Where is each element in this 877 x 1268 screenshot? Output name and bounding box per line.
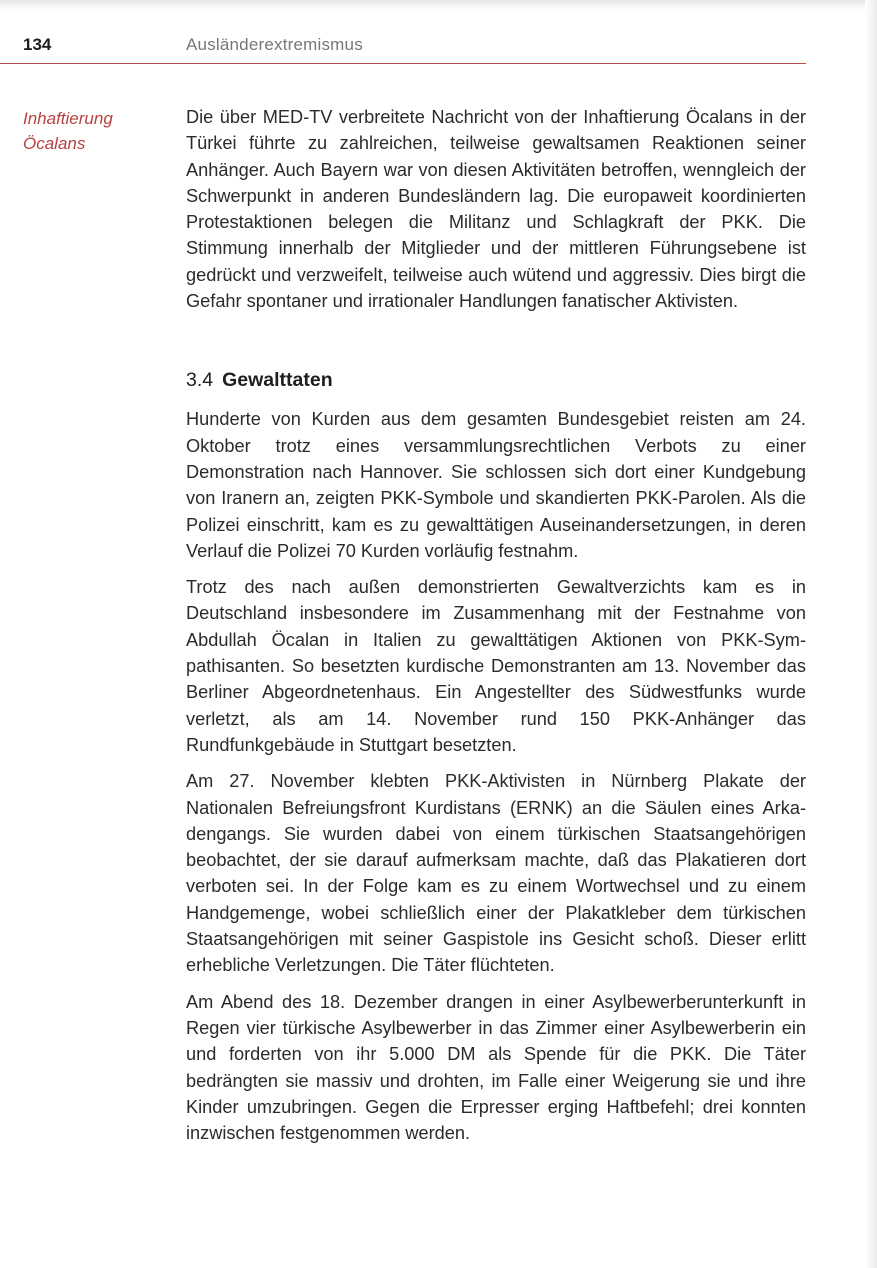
main-text [186, 104, 806, 1146]
section-number: 3.4 [186, 369, 214, 392]
section-title: Gewalttaten [222, 369, 333, 392]
page-top-shadow [0, 0, 877, 10]
header-rule [0, 63, 806, 64]
body-paragraph: Trotz des nach außen demonstrierten Gewaltverzichts kam es in Deutschland insbesondere im Zusammenhang mit der Festnahme von Abdullah Öcalan in Italien zu gewalttätigen Aktionen von PKK-Sympathisanten. So besetzten kurdische Demonstranten am 13. November das Berliner Abgeordnetenhaus. Ein Angestellter des Südwestfunks wurde verletzt, als am 14. November rund 150 PKK-Anhänger das Rundfunkgebäude in Stuttgart besetzten. [186, 577, 806, 755]
running-header-title: Ausländerextremismus [186, 35, 363, 54]
body-paragraph: Am 27. November klebten PKK-Aktivisten in Nürnberg Plakate der Nationalen Befreiungsfront Kurdistans (ERNK) an die Säulen eines Arkadengangs. Sie wurden dabei von einem türkischen Staatsangehörigen beobachtet, der sie darauf aufmerksam machte, daß das Plakatieren dort verboten sei. In der Folge kam es zu einem Wortwechsel und zu einem Handgemenge, wobei schließlich einer der Plakatkleber dem türkischen Staatsangehörigen mit seiner Gaspistole ins Gesicht schoß. Dieser erlitt erhebliche Verletzungen. Die Täter flüchteten. [186, 771, 806, 976]
margin-note-line: Öcalans [23, 134, 86, 153]
body-paragraph: Am Abend des 18. Dezember drangen in einer Asylbewerberunterkunft in Regen vier türkische Asylbewerber in das Zimmer einer Asylbewerberin ein und forderten von ihr 5.000 DM als Spende für die PKK. Die Täter bedrängten sie massiv und drohten, im Falle einer Weigerung sie und ihre Kinder umzubringen. Gegen die Erpresser erging Haftbefehl; drei konnten inzwischen festgenommen werden. [186, 991, 806, 1144]
margin-note [23, 106, 163, 156]
margin-note-line: Inhaftierung [23, 109, 113, 128]
body-paragraph: Hunderte von Kurden aus dem gesamten Bundesgebiet reisten am 24. Oktober trotz eines versammlungsrechtlichen Verbots zu einer Demonstration nach Hannover. Sie schlossen sich dort einer Kundgebung von Iranern an, zeigten PKK-Symbole und skandierten PKK-Parolen. Als die Polizei einschritt, kam es zu gewalttätigen Auseinandersetzungen, in deren Verlauf die Polizei 70 Kurden vorläufig festnahm. [186, 409, 806, 561]
intro-paragraph: Die über MED-TV verbreitete Nachricht von der Inhaftierung Öcalans in der Türkei führte zu zahlreichen, teilweise gewaltsamen Reaktionen seiner Anhänger. Auch Bayern war von diesen Aktivitäten betroffen, wenngleich der Schwerpunkt in anderen Bundesländern lag. Die europaweit koordinierten Protestaktionen belegen die Militanz und Schlagkraft der PKK. Die Stimmung innerhalb der Mitglieder und der mittleren Führungsebene ist gedrückt und verzweifelt, teilweise auch wütend und aggressiv. Dies birgt die Gefahr spontaner und irrationaler Handlungen fanatischer Aktivisten. [186, 107, 806, 312]
page-number: 134 [23, 35, 52, 54]
section-heading [186, 366, 806, 394]
page-right-edge [865, 0, 877, 1268]
